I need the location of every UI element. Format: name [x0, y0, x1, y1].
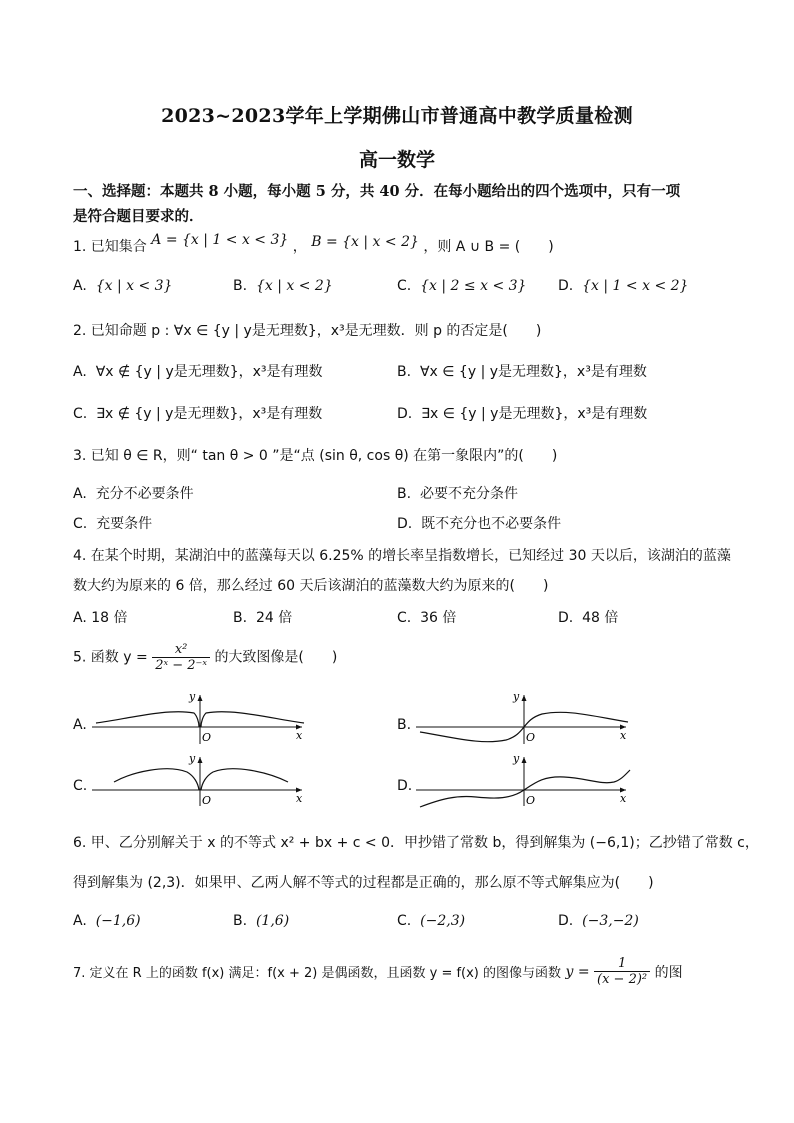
section-heading-line2: 是符合题目要求的．: [73, 208, 204, 225]
q5-numerator: x²: [152, 642, 210, 658]
q5-a-origin-label: O: [202, 731, 212, 744]
q5-option-a-label[interactable]: A.: [73, 717, 87, 733]
q6-option-c[interactable]: C. (−2,3): [397, 913, 466, 929]
q2-option-c[interactable]: C. ∃x ∉ {y | y是无理数}，x³是有理数: [73, 406, 323, 422]
question-7-stem: [73, 956, 683, 987]
question-1-stem: [73, 232, 554, 256]
q5-d-y-label: y: [513, 752, 520, 765]
q5-d-x-label: x: [620, 792, 627, 805]
q7-lhs: y =: [565, 963, 590, 980]
q5-option-a-graph[interactable]: [92, 690, 307, 745]
q5-b-x-label: x: [620, 729, 627, 742]
q5-option-d-label[interactable]: D.: [397, 778, 413, 794]
q3-option-c[interactable]: C. 充要条件: [73, 516, 153, 532]
q5-option-b-label[interactable]: B.: [397, 717, 412, 733]
q6-option-a[interactable]: A. (−1,6): [73, 913, 141, 929]
question-4-line1: 4. 在某个时期，某湖泊中的蓝藻每天以 6.25% 的增长率呈指数增长，已知经过 30 天以后，该湖泊的蓝藻: [73, 548, 731, 564]
q6-option-d[interactable]: D. (−3,−2): [558, 913, 639, 929]
q1-set-a: A = {x | 1 < x < 3}: [151, 232, 289, 248]
q1-option-a[interactable]: A. {x | x < 3}: [73, 278, 173, 294]
q2-option-d[interactable]: D. ∃x ∈ {y | y是无理数}，x³是有理数: [397, 406, 648, 422]
q1-option-d[interactable]: D. {x | 1 < x < 2}: [558, 278, 689, 294]
exam-title: 2023~2023学年上学期佛山市普通高中教学质量检测: [161, 105, 633, 127]
q7-pre: 7. 定义在 R 上的函数 f(x) 满足：f(x + 2) 是偶函数，且函数 y = f(x) 的图像与函数: [73, 966, 562, 981]
q2-option-b[interactable]: B. ∀x ∈ {y | y是无理数}，x³是有理数: [397, 364, 647, 380]
question-6-line1: 6. 甲、乙分别解关于 x 的不等式 x² + bx + c < 0．甲抄错了常数 b，得到解集为 (−6,1)；乙抄错了常数 c，: [73, 835, 759, 851]
q5-option-d-graph[interactable]: [416, 752, 631, 807]
q5-c-y-label: y: [189, 752, 196, 765]
q5-fraction: [152, 642, 210, 673]
exam-subtitle: 高一数学: [358, 149, 435, 171]
q3-option-d[interactable]: D. 既不充分也不必要条件: [397, 516, 562, 532]
q1-set-b: B = {x | x < 2}: [311, 234, 419, 250]
q1-tail: ，则 A ∪ B = ( ): [423, 239, 554, 255]
q4-option-c[interactable]: C. 36 倍: [397, 610, 457, 626]
q5-b-origin-label: O: [526, 731, 536, 744]
question-5-stem: 5. 函数 y = $\frac{\text{x²}}{\text{2ˣ − 2⁻ˣ}}$ 的大致图像是( ): [73, 642, 338, 673]
q2-option-a[interactable]: A. ∀x ∉ {y | y是无理数}，x³是有理数: [73, 364, 323, 380]
q3-option-b[interactable]: B. 必要不充分条件: [397, 486, 518, 502]
q1-option-c[interactable]: C. {x | 2 ≤ x < 3}: [397, 278, 527, 294]
q5-option-c-label[interactable]: C.: [73, 778, 88, 794]
q3-option-a[interactable]: A. 充分不必要条件: [73, 486, 194, 502]
q4-option-b[interactable]: B. 24 倍: [233, 610, 293, 626]
q5-a-x-label: x: [296, 729, 303, 742]
q6-option-b[interactable]: B. (1,6): [233, 913, 290, 929]
q5-b-y-label: y: [513, 690, 520, 703]
question-2-stem: 2. 已知命题 p : ∀x ∈ {y | y是无理数}，x³是无理数．则 p 的否定是( ): [73, 323, 542, 339]
q4-option-d[interactable]: D. 48 倍: [558, 610, 619, 626]
q5-option-b-graph[interactable]: [416, 690, 631, 745]
q5-denominator: 2ˣ − 2⁻ˣ: [155, 658, 207, 673]
q4-option-a[interactable]: A. 18 倍: [73, 610, 128, 626]
q5-a-y-label: y: [189, 690, 196, 703]
q5-d-origin-label: O: [526, 794, 536, 807]
q1-pre: 1. 已知集合: [73, 239, 147, 255]
q5-c-x-label: x: [296, 792, 303, 805]
q7-numerator: 1: [594, 956, 650, 972]
q7-tail: 的图: [654, 964, 683, 981]
q5-option-c-graph[interactable]: [92, 752, 307, 807]
q7-fraction: [594, 956, 650, 987]
q7-denominator: (x − 2)²: [597, 972, 648, 987]
q1-sep: ，: [292, 239, 307, 255]
q1-option-b[interactable]: B. {x | x < 2}: [233, 278, 333, 294]
question-4-line2: 数大约为原来的 6 倍，那么经过 60 天后该湖泊的蓝藻数大约为原来的( ): [73, 578, 549, 594]
q5-c-origin-label: O: [202, 794, 212, 807]
question-6-line2: 得到解集为 (2,3)．如果甲、乙两人解不等式的过程都是正确的，那么原不等式解集应为( ): [73, 875, 654, 891]
question-3-stem: 3. 已知 θ ∈ R，则“ tan θ > 0 ”是“点 (sin θ, cos θ) 在第一象限内”的( ): [73, 448, 558, 464]
section-heading-line1: 一、选择题：本题共 8 小题，每小题 5 分，共 40 分．在每小题给出的四个选项中，只有一项: [73, 183, 681, 200]
